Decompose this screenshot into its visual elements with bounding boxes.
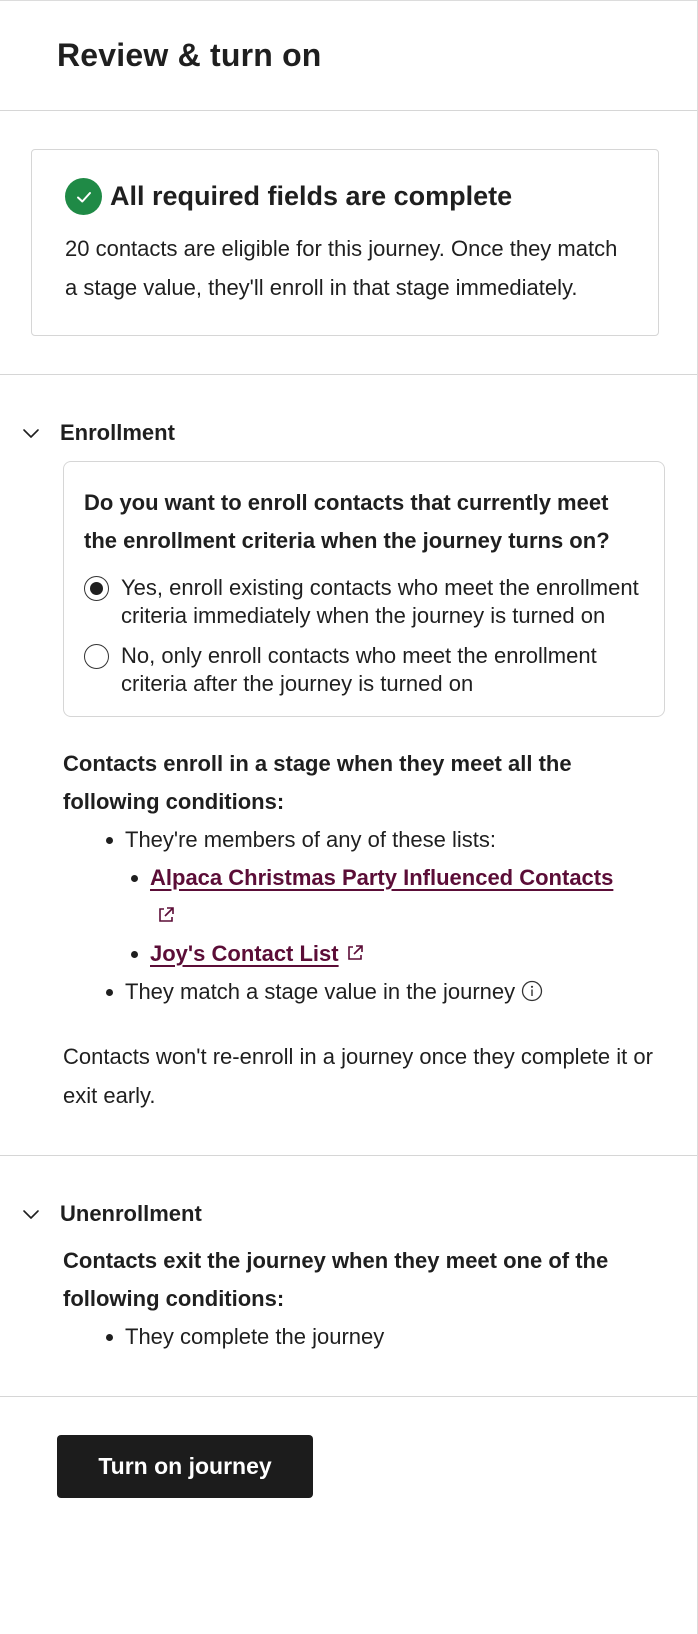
- condition-lists-text: They're members of any of these lists:: [125, 827, 497, 852]
- page-title: Review & turn on: [57, 37, 322, 73]
- condition-stage-text: They match a stage value in the journey: [125, 979, 516, 1004]
- unenrollment-body: [0, 1242, 697, 1396]
- info-icon[interactable]: [521, 976, 543, 998]
- list-item: They complete the journey: [63, 1318, 665, 1356]
- list-item: [63, 973, 665, 1011]
- turn-on-journey-button[interactable]: Turn on journey: [57, 1435, 313, 1498]
- unenrollment-section: [0, 1156, 697, 1397]
- lists-sublist: [125, 859, 665, 973]
- reenroll-note: Contacts won't re-enroll in a journey once they complete it or exit early.: [63, 1044, 653, 1108]
- radio-button-checked[interactable]: [84, 576, 109, 601]
- enrollment-conditions-list: [63, 821, 665, 1011]
- radio-label-no: No, only enroll contacts who meet the enrollment criteria after the journey is turned on: [121, 643, 597, 696]
- unenrollment-title: Unenrollment: [60, 1201, 202, 1226]
- status-description: 20 contacts are eligible for this journey. Once they match a stage value, they'll enroll in that stage immediately.: [65, 236, 618, 300]
- unenrollment-toggle[interactable]: [0, 1156, 697, 1242]
- radio-option-yes[interactable]: [84, 574, 644, 630]
- panel-header: [0, 1, 697, 111]
- status-section: [0, 111, 697, 375]
- radio-label-yes: Yes, enroll existing contacts who meet the enrollment criteria immediately when the journey is turned on: [121, 575, 639, 628]
- enrollment-toggle[interactable]: [0, 375, 697, 461]
- unenrollment-conditions-title: Contacts exit the journey when they meet one of the following conditions:: [63, 1248, 609, 1311]
- list-item: [125, 935, 665, 973]
- status-card: [31, 149, 659, 336]
- list-item: [63, 821, 665, 973]
- unenrollment-conditions-list: [63, 1318, 665, 1356]
- enrollment-question: Do you want to enroll contacts that currently meet the enrollment criteria when the journey turns on?: [84, 490, 610, 553]
- list-link-joy[interactable]: Joy's Contact List: [150, 941, 339, 966]
- radio-button-unchecked[interactable]: [84, 644, 109, 669]
- list-item: [125, 859, 665, 935]
- status-title: All required fields are complete: [110, 181, 513, 211]
- list-link-alpaca[interactable]: Alpaca Christmas Party Influenced Contacts: [150, 865, 614, 890]
- chevron-down-icon: [20, 422, 42, 444]
- enrollment-section: [0, 375, 697, 1156]
- enrollment-body: [0, 461, 697, 1155]
- enrollment-title: Enrollment: [60, 420, 175, 445]
- enrollment-conditions-title: Contacts enroll in a stage when they meet all the following conditions:: [63, 751, 572, 814]
- panel-footer: [0, 1397, 697, 1498]
- chevron-down-icon: [20, 1203, 42, 1225]
- check-circle-icon: [65, 178, 102, 215]
- external-link-icon[interactable]: [156, 899, 176, 919]
- external-link-icon[interactable]: [345, 937, 365, 957]
- status-title-row: [65, 178, 626, 215]
- radio-option-no[interactable]: [84, 642, 644, 698]
- enrollment-question-card: [63, 461, 665, 717]
